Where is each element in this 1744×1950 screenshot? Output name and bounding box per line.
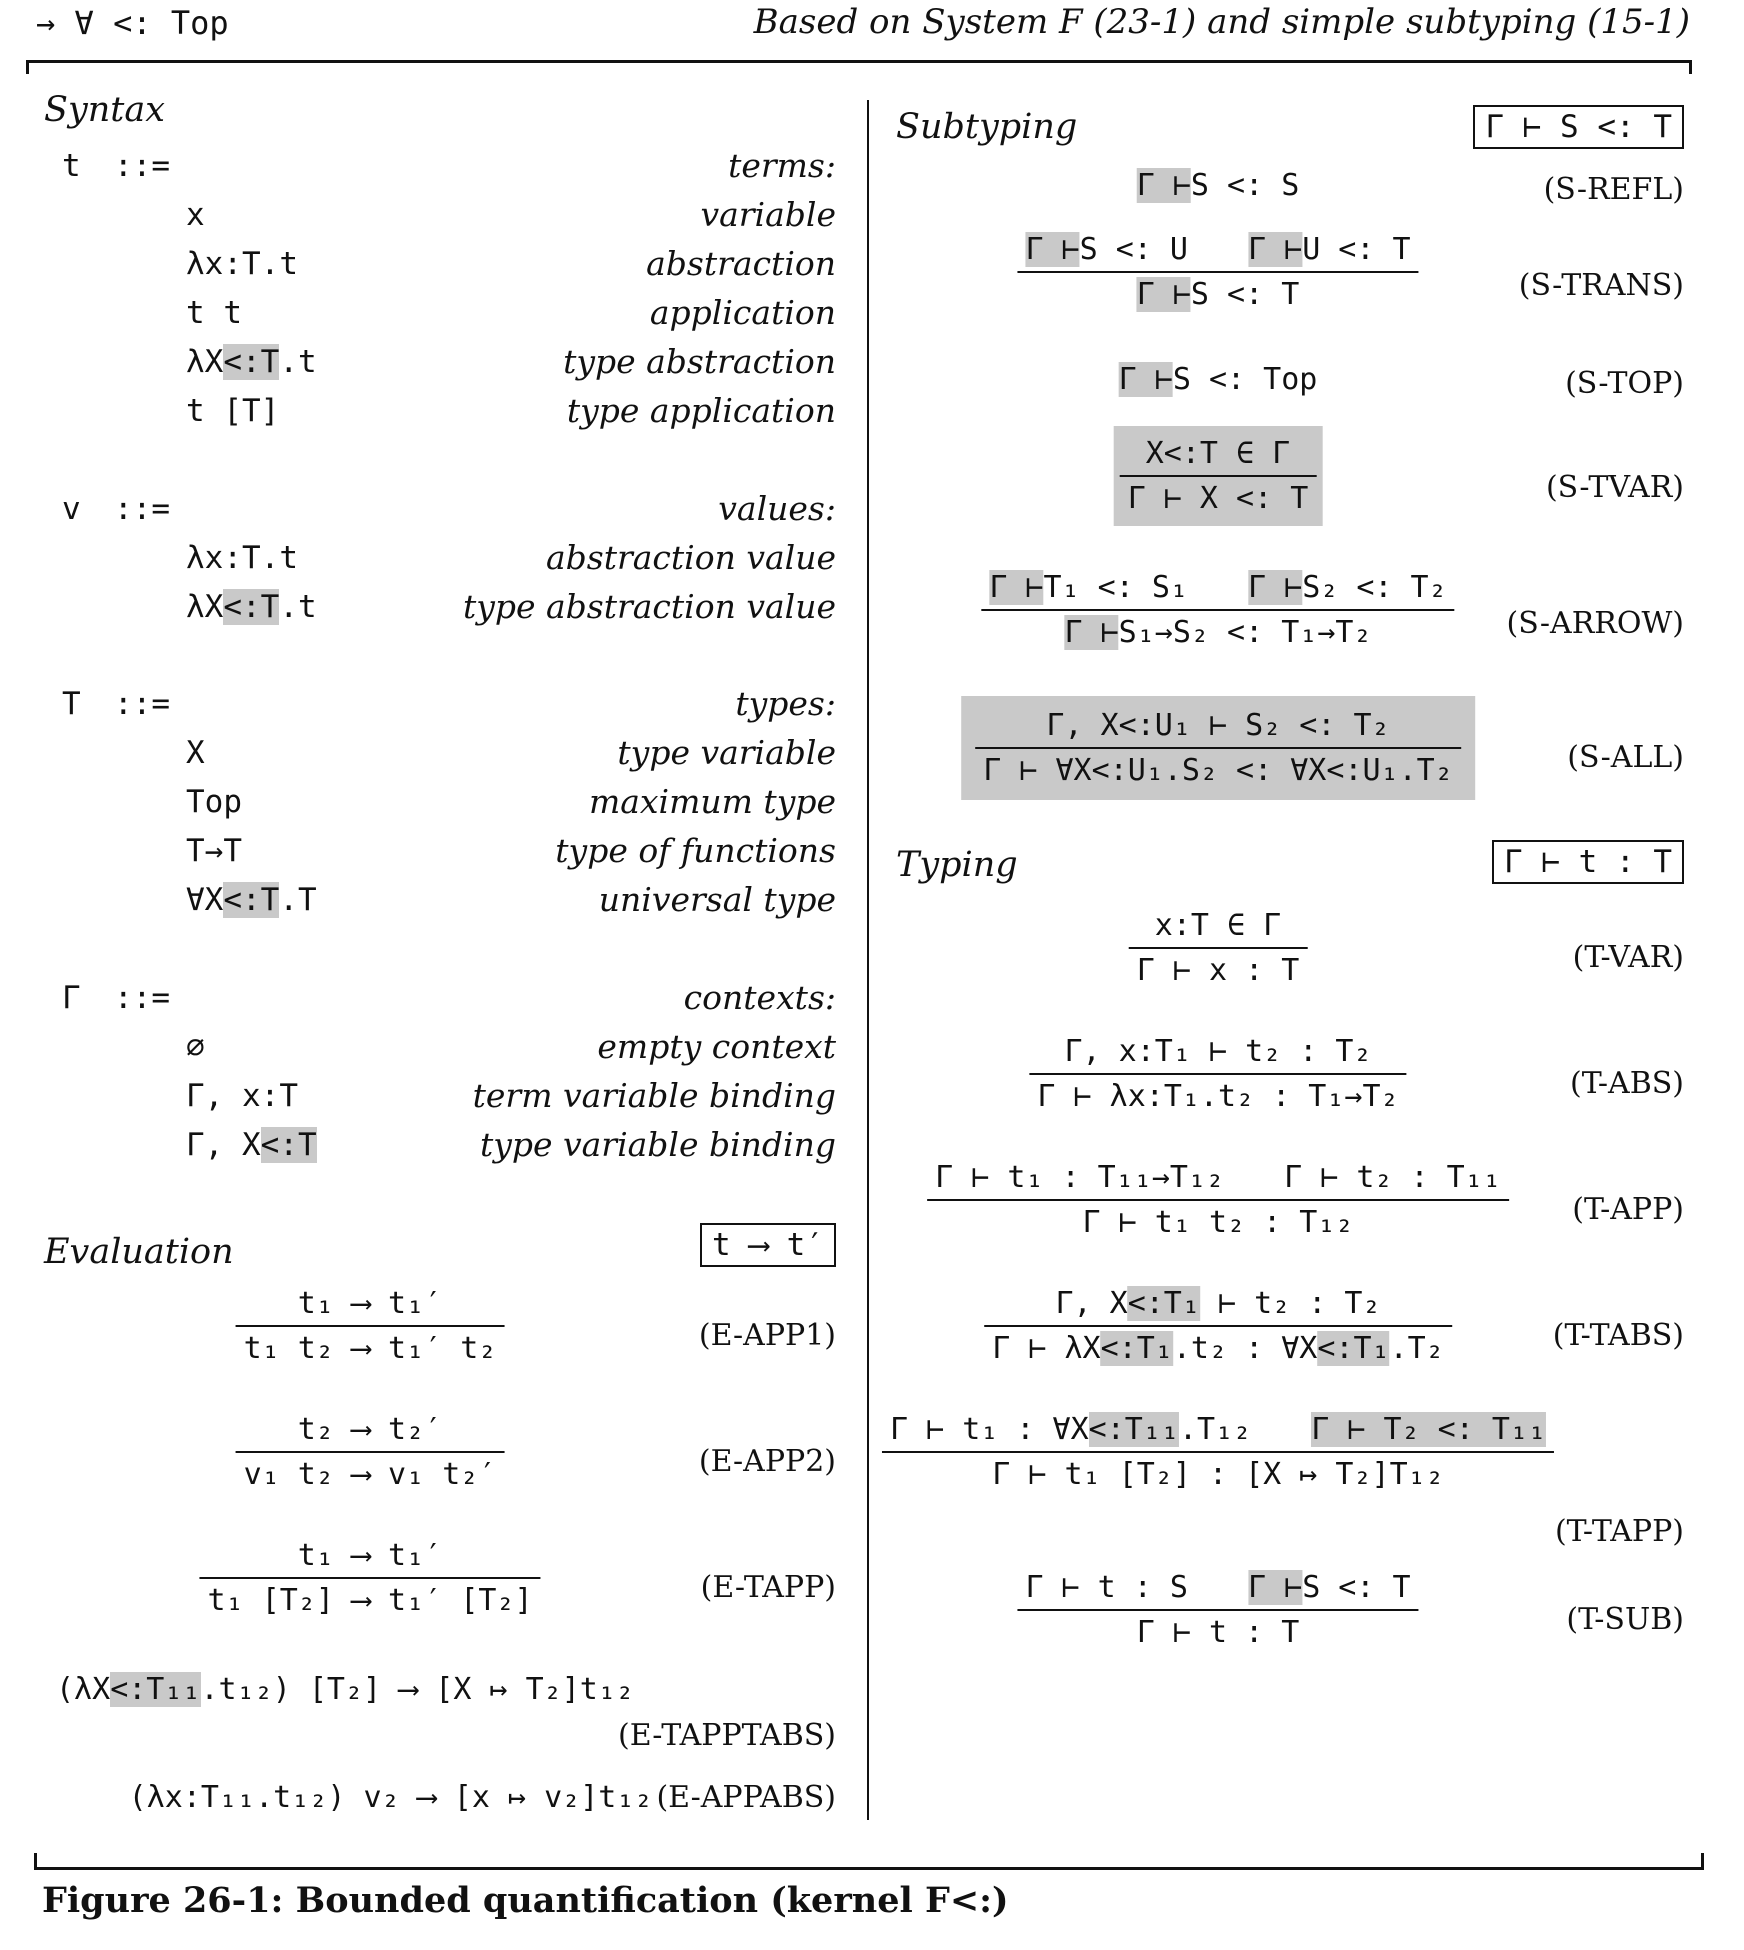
highlight-addition: <:T₁ <box>1127 1286 1200 1321</box>
subtyping-judgment-box: Γ ⊢ S <: T <box>1473 105 1684 149</box>
highlight-addition: Γ ⊢ <box>1064 615 1119 650</box>
rule-t-tabs <box>984 1286 1452 1366</box>
rule-s-top <box>1119 362 1318 397</box>
production-op: ::= <box>114 491 170 527</box>
syntax-expr: ∅ <box>186 1029 205 1065</box>
syntax-desc: application <box>649 293 836 332</box>
premise: S <: T <box>1302 1570 1411 1605</box>
conclusion: Γ ⊢ λx:T₁.t₂ : T₁→T₂ <box>1037 1079 1399 1114</box>
group-desc: types: <box>735 684 836 723</box>
expr-part: Γ ⊢ t₁ : ∀X <box>889 1412 1089 1447</box>
evaluation-title: Evaluation <box>44 1232 234 1272</box>
syntax-desc: maximum type <box>588 782 836 821</box>
premise: S <: U <box>1079 232 1188 267</box>
highlight-addition: <:T₁₁ <box>110 1672 201 1707</box>
rule-name: (E-APP2) <box>698 1444 836 1479</box>
premise: T₁ <: S₁ <box>1043 570 1188 605</box>
conclusion: Γ ⊢ X <: T <box>1127 481 1309 516</box>
figure-caption: Figure 26-1: Bounded quantification (kernel F<:) <box>42 1880 1009 1921</box>
premise: Γ, x:T₁ ⊢ t₂ : T₂ <box>1064 1034 1372 1069</box>
rule-s-tvar <box>1114 426 1323 526</box>
syntax-expr <box>186 882 317 918</box>
expr-part: .T₁₂ <box>1178 1412 1252 1447</box>
premise: t₁ ⟶ t₁′ <box>297 1538 443 1573</box>
subtyping-title: Subtyping <box>896 107 1078 147</box>
production-op: ::= <box>114 148 170 184</box>
rule-name: (T-TAPP) <box>1554 1514 1684 1549</box>
conclusion: Γ ⊢ t₁ [T₂] : [X ↦ T₂]T₁₂ <box>992 1457 1444 1492</box>
expr-part: ⊢ t₂ : T₂ <box>1218 1286 1381 1321</box>
highlight-addition: <:T₁₁ <box>1088 1412 1179 1447</box>
bottom-rule <box>34 1867 1704 1870</box>
syntax-expr <box>186 1127 317 1163</box>
production-op: ::= <box>114 686 170 722</box>
rule-name: (T-ABS) <box>1570 1066 1684 1101</box>
rule-s-trans <box>1017 232 1418 312</box>
rule-t-abs <box>1029 1034 1406 1114</box>
syntax-expr: X <box>186 735 205 771</box>
rule-e-tapptabs <box>56 1672 634 1707</box>
nonterminal-Gamma: Γ <box>62 980 81 1016</box>
syntax-expr: t t <box>186 295 242 331</box>
highlight-addition: Γ ⊢ <box>1136 168 1191 203</box>
premises <box>981 570 1454 609</box>
syntax-expr <box>186 589 317 625</box>
rule-t-sub <box>1017 1570 1418 1650</box>
production-op: ::= <box>114 980 170 1016</box>
top-rule-right-tick <box>1689 60 1692 74</box>
axiom: S <: S <box>1190 168 1300 203</box>
syntax-expr: T→T <box>186 833 242 869</box>
conclusion-text: S <: T <box>1190 277 1300 312</box>
top-rule <box>26 60 1692 63</box>
expr-part: Γ ⊢ λX <box>992 1331 1101 1366</box>
expr-part: ∀X <box>186 882 224 918</box>
premise: x:T ∈ Γ <box>1154 908 1282 943</box>
highlight-addition: Γ ⊢ <box>1248 570 1303 605</box>
highlight-addition: <:T <box>223 882 280 918</box>
rule-name: (S-TOP) <box>1565 366 1684 401</box>
expr-part: λX <box>186 344 224 380</box>
premise: Γ, X<:U₁ ⊢ S₂ <: T₂ <box>1046 708 1390 743</box>
expr-part: .t₂ : ∀X <box>1172 1331 1318 1366</box>
expr-part: .t <box>279 589 317 625</box>
highlight-addition: Γ ⊢ <box>989 570 1044 605</box>
highlight-addition: Γ ⊢ <box>1248 1570 1303 1605</box>
syntax-expr: Γ, x:T <box>186 1078 298 1114</box>
conclusion-text: S₁→S₂ <: T₁→T₂ <box>1118 615 1372 650</box>
conclusion: Γ ⊢ t₁ t₂ : T₁₂ <box>1082 1205 1354 1240</box>
conclusion: Γ ⊢ ∀X<:U₁.S₂ <: ∀X<:U₁.T₂ <box>983 753 1453 788</box>
syntax-expr: λx:T.t <box>186 246 298 282</box>
bottom-rule-right-tick <box>1701 1853 1704 1867</box>
syntax-expr: Top <box>186 784 242 820</box>
rule-name: (T-APP) <box>1572 1192 1684 1227</box>
column-divider <box>867 100 869 1820</box>
group-desc: terms: <box>728 146 836 185</box>
conclusion: t₁ t₂ ⟶ t₁′ t₂ <box>243 1331 497 1366</box>
rule-t-tapp <box>882 1412 1554 1492</box>
typing-judgment-box: Γ ⊢ t : T <box>1492 840 1684 884</box>
rule-name: (S-TRANS) <box>1518 268 1684 303</box>
premise: Γ ⊢ t : S <box>1025 1570 1188 1605</box>
premises <box>927 1160 1509 1199</box>
highlight-addition: <:T₁ <box>1317 1331 1390 1366</box>
rule-name: (T-TABS) <box>1552 1318 1684 1353</box>
top-rule-left-tick <box>26 60 29 74</box>
syntax-desc: universal type <box>598 880 836 919</box>
premise: Γ ⊢ t₁ : T₁₁→T₁₂ <box>935 1160 1225 1195</box>
syntax-desc: abstraction value <box>545 538 836 577</box>
syntax-desc: type variable <box>617 733 836 772</box>
conclusion: Γ ⊢ t : T <box>1136 1615 1300 1650</box>
highlight-addition: <:T <box>223 344 280 380</box>
expr-part: .t₁₂) [T₂] ⟶ [X ↦ T₂]t₁₂ <box>200 1672 634 1707</box>
group-desc: values: <box>718 489 836 528</box>
premise: Γ ⊢ t₂ : T₁₁ <box>1284 1160 1501 1195</box>
conclusion: Γ ⊢ x : T <box>1136 953 1300 988</box>
rule-name: (E-TAPP) <box>700 1570 836 1605</box>
rule-name: (S-ARROW) <box>1506 606 1684 641</box>
syntax-expr: t [T] <box>186 393 280 429</box>
expr-part: Γ, X <box>186 1127 261 1163</box>
highlight-addition: Γ ⊢ <box>1248 232 1303 267</box>
rule-e-tapp <box>199 1538 540 1618</box>
typing-title: Typing <box>896 845 1018 885</box>
rule-name: (T-VAR) <box>1572 940 1684 975</box>
syntax-desc: type variable binding <box>479 1125 836 1164</box>
syntax-expr: x <box>186 197 205 233</box>
highlight-addition: Γ ⊢ T₂ <: T₁₁ <box>1311 1412 1547 1447</box>
expr-part: .T <box>279 882 317 918</box>
rule-name: (S-REFL) <box>1543 172 1684 207</box>
expr-part: .T₂ <box>1389 1331 1444 1366</box>
rule-e-app1 <box>236 1286 505 1366</box>
axiom: S <: Top <box>1172 362 1318 397</box>
syntax-desc: type abstraction <box>563 342 836 381</box>
rule-s-arrow <box>981 570 1454 650</box>
premise <box>1047 1286 1388 1325</box>
conclusion: v₁ t₂ ⟶ v₁ t₂′ <box>243 1457 497 1492</box>
header-right: Based on System F (23-1) and simple subtyping (15-1) <box>753 2 1690 42</box>
rule-t-app <box>927 1160 1509 1240</box>
premise: t₁ ⟶ t₁′ <box>297 1286 443 1321</box>
rule-name: (E-APPABS) <box>656 1780 836 1815</box>
syntax-desc: empty context <box>597 1027 836 1066</box>
rule-name: (E-APP1) <box>698 1318 836 1353</box>
header-left: → ∀ <: Top <box>36 4 229 42</box>
syntax-expr <box>186 344 317 380</box>
syntax-desc: term variable binding <box>472 1076 836 1115</box>
syntax-desc: type abstraction value <box>462 587 836 626</box>
conclusion <box>1056 611 1379 650</box>
syntax-desc: abstraction <box>646 244 836 283</box>
syntax-expr: λx:T.t <box>186 540 298 576</box>
premises <box>1017 1570 1418 1609</box>
rule-name: (T-SUB) <box>1566 1602 1684 1637</box>
bottom-rule-left-tick <box>34 1853 37 1867</box>
premises <box>1017 232 1418 271</box>
premise: t₂ ⟶ t₂′ <box>297 1412 443 1447</box>
highlight-addition: <:T <box>260 1127 317 1163</box>
expr-part: (λX <box>56 1672 111 1707</box>
conclusion: t₁ [T₂] ⟶ t₁′ [T₂] <box>207 1583 533 1618</box>
premise: X<:T ∈ Γ <box>1145 436 1291 471</box>
conclusion <box>984 1327 1452 1366</box>
rule-s-all <box>961 696 1475 800</box>
rule-e-app2 <box>236 1412 505 1492</box>
premise: S₂ <: T₂ <box>1302 570 1447 605</box>
highlight-addition: <:T₁ <box>1100 1331 1173 1366</box>
syntax-desc: type application <box>566 391 836 430</box>
premise: U <: T <box>1302 232 1411 267</box>
rule-t-var <box>1129 908 1308 988</box>
syntax-desc: type of functions <box>555 831 836 870</box>
syntax-title: Syntax <box>44 90 165 130</box>
evaluation-judgment-box: t ⟶ t′ <box>700 1223 836 1267</box>
axiom: (λx:T₁₁.t₁₂) v₂ ⟶ [x ↦ v₂]t₁₂ <box>128 1780 653 1815</box>
rule-name: (S-TVAR) <box>1545 470 1684 505</box>
nonterminal-v: v <box>62 491 81 527</box>
conclusion <box>1129 273 1308 312</box>
expr-part: .t <box>279 344 317 380</box>
expr-part: λX <box>186 589 224 625</box>
expr-part: Γ, X <box>1055 1286 1128 1321</box>
highlight-addition: <:T <box>223 589 280 625</box>
rule-e-appabs <box>129 1780 836 1815</box>
rule-name: (E-TAPPTABS) <box>618 1718 836 1753</box>
rule-name: (S-ALL) <box>1567 740 1684 775</box>
group-desc: contexts: <box>683 978 836 1017</box>
rule-s-refl <box>1137 168 1300 203</box>
highlight-addition: Γ ⊢ <box>1118 362 1173 397</box>
premises <box>882 1412 1554 1451</box>
highlight-addition: Γ ⊢ <box>1136 277 1191 312</box>
nonterminal-T: T <box>62 686 81 722</box>
highlight-addition: Γ ⊢ <box>1025 232 1080 267</box>
syntax-desc: variable <box>700 195 836 234</box>
nonterminal-t: t <box>62 148 81 184</box>
